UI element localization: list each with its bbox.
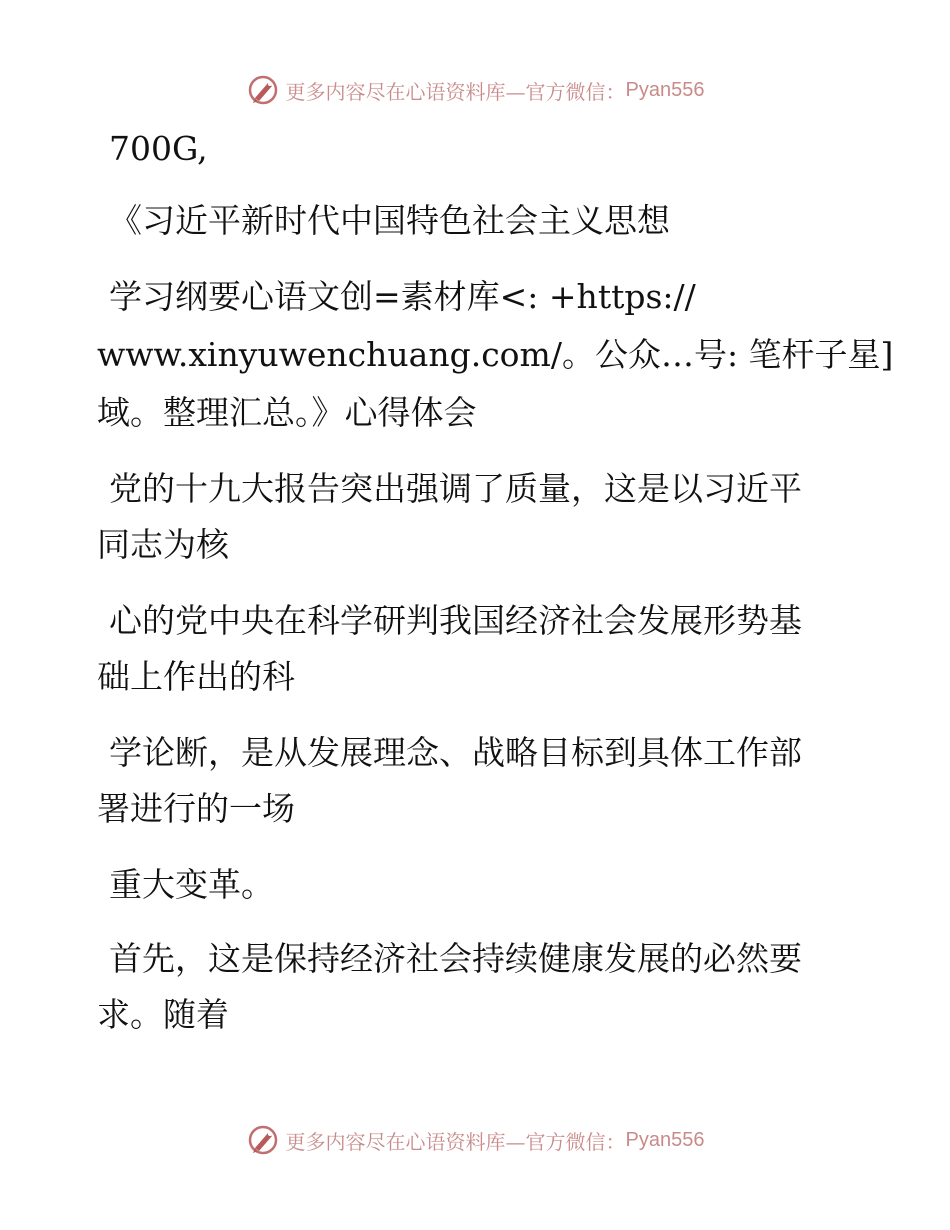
- pen-logo-icon: [246, 73, 280, 107]
- footer-watermark-banner: [0, 1120, 950, 1160]
- text-line: 署进行的一场: [97, 789, 295, 828]
- header-watermark-banner: [0, 70, 950, 110]
- text-line: 党的十九大报告突出强调了质量，这是以习近平: [109, 469, 802, 508]
- text-line: 700G,: [109, 129, 208, 168]
- header-banner-text: 更多内容尽在心语资料库—官方微信：: [285, 79, 626, 104]
- header-banner-wechat-id: Pyan556: [625, 78, 705, 101]
- footer-banner-wechat-id: Pyan556: [625, 1128, 705, 1151]
- footer-banner-text: 更多内容尽在心语资料库—官方微信：: [285, 1129, 626, 1154]
- text-line: 础上作出的科: [97, 657, 295, 696]
- text-line: 域。整理汇总。》心得体会: [97, 393, 477, 432]
- text-line: 求。随着: [97, 995, 229, 1034]
- text-line: 《习近平新时代中国特色社会主义思想: [109, 201, 670, 240]
- text-line: 学论断，是从发展理念、战略目标到具体工作部: [109, 733, 802, 772]
- text-line: 首先，这是保持经济社会持续健康发展的必然要: [109, 939, 802, 978]
- text-line: 重大变革。: [109, 865, 274, 904]
- text-line: 心的党中央在科学研判我国经济社会发展形势基: [109, 601, 802, 640]
- text-line: 同志为核: [97, 525, 229, 564]
- text-line: www.xinyuwenchuang.com/。公众…号: 笔杆子星]: [97, 335, 894, 374]
- text-line: 学习纲要心语文创=素材库<: +https://: [109, 277, 696, 316]
- pen-logo-icon: [246, 1123, 280, 1157]
